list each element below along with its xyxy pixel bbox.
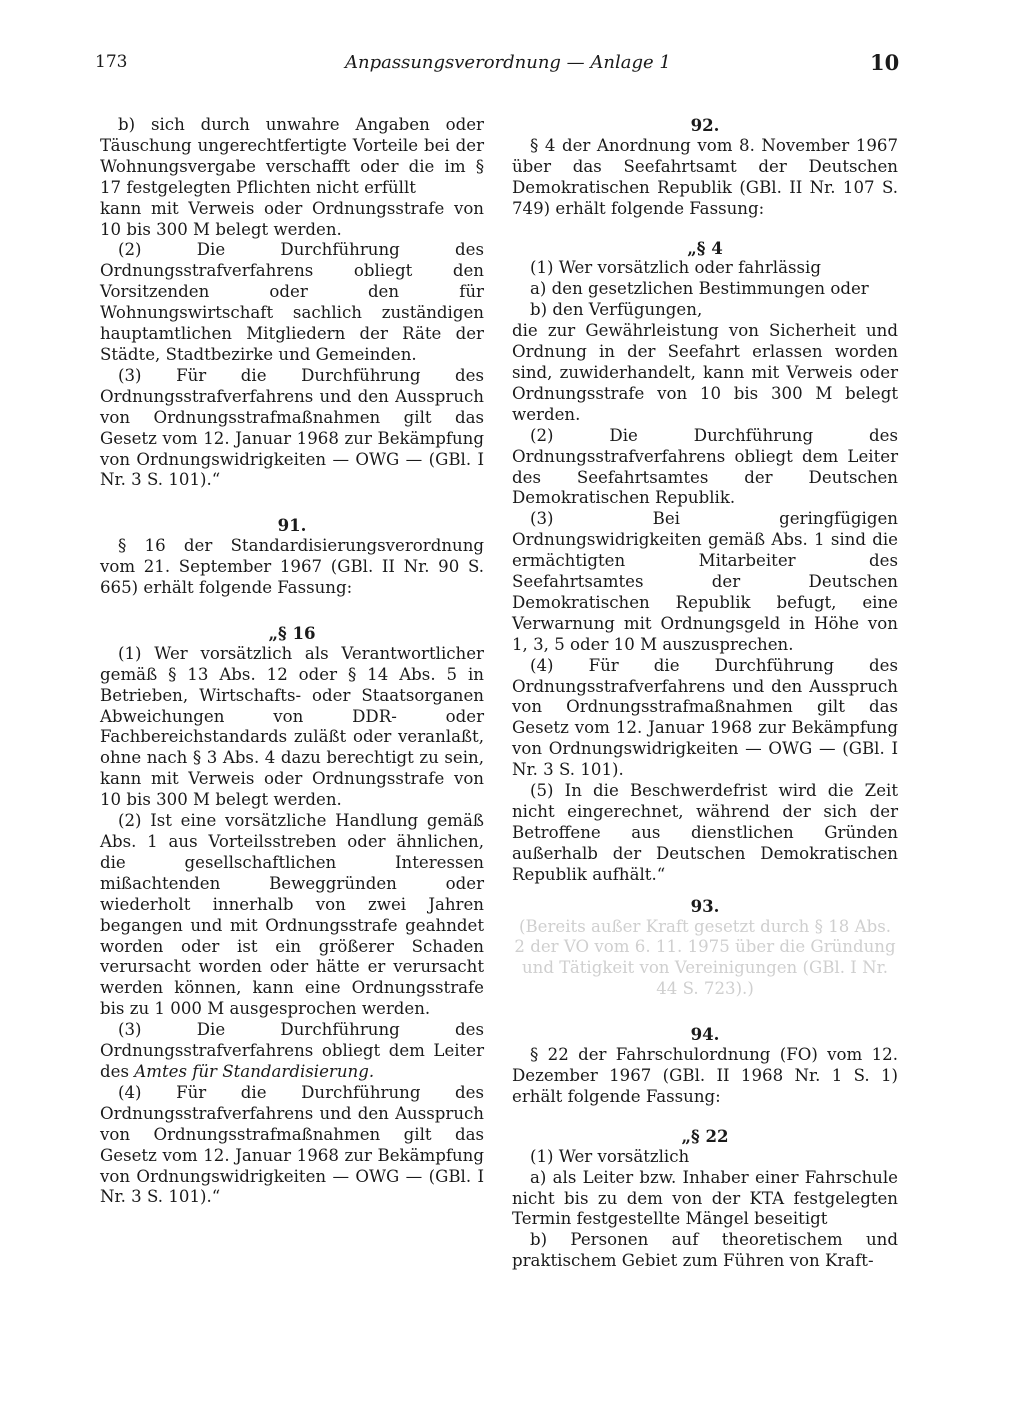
paragraph-2: (2) Die Durchführung des Ordnungsstrafverfahrens obliegt den Vorsitzenden oder den für Wohnungswirtschaft sachlich zuständigen hauptamtlichen Mitgliedern der Räte der Städte, Stadtbezirke und Gemeinden.	[100, 240, 484, 364]
right-column	[512, 115, 898, 1272]
section-16-para-1: (1) Wer vorsätzlich als Verantwortlicher gemäß § 13 Abs. 12 oder § 14 Abs. 5 in Betrieben, Wirtschafts- oder Staatsorganen Abweichungen von DDR- oder Fachbereichstandards zuläßt oder veranlaßt, ohne nach § 3 Abs. 4 dazu berechtigt zu sein, kann mit Verweis oder Ordnungsstrafe von 10 bis 300 M belegt werden.	[100, 643, 484, 810]
paragraph-penalty: kann mit Verweis oder Ordnungsstrafe von 10 bis 300 M belegt werden.	[100, 198, 484, 239]
left-column	[100, 115, 484, 1208]
item-92-intro: § 4 der Anordnung vom 8. November 1967 über das Seefahrtsamt der Deutschen Demokratischen Republik (GBl. II Nr. 107 S. 749) erhält folgende Fassung:	[512, 135, 898, 218]
item-number-92: 92.	[690, 115, 720, 135]
section-16-heading: „§ 16	[268, 622, 316, 643]
section-22-para-1a: a) als Leiter bzw. Inhaber einer Fahrschule nicht bis zu dem von der KTA festgelegten Termin festgestellte Mängel beseitigt	[512, 1167, 898, 1229]
section-16-para-2: (2) Ist eine vorsätzliche Handlung gemäß Abs. 1 aus Vorteilsstreben oder ähnlichen, die gesellschaftlichen Interessen mißachtenden Beweggründen oder wiederholt innerhalb von zwei Jahren begangen und mit Ordnungsstrafe geahndet worden oder ist ein größerer Schaden verursacht worden oder hätte er verursacht werden können, kann eine Ordnungsstrafe bis zu 1 000 M ausgesprochen werden.	[100, 811, 484, 1019]
item-94-intro: § 22 der Fahrschulordnung (FO) vom 12. Dezember 1967 (GBl. II 1968 Nr. 1 S. 1) erhält folgende Fassung:	[512, 1045, 898, 1106]
section-4-para-5: (5) In die Beschwerdefrist wird die Zeit nicht eingerechnet, während der sich der Betroffene aus dienstlichen Gründen außerhalb der Deutschen Demokratischen Republik aufhält.“	[512, 781, 898, 884]
page-number: 173	[95, 52, 128, 72]
item-number-93: 93.	[690, 895, 720, 916]
section-4-para-1c: die zur Gewährleistung von Sicherheit und Ordnung in der Seefahrt erlassen worden sind, zuwiderhandelt, kann mit Verweis oder Ordnungsstrafe von 10 bis 300 M belegt werden.	[512, 321, 898, 424]
section-16-para-3	[100, 1020, 484, 1083]
item-number-91: 91.	[277, 515, 307, 536]
section-4-para-1: (1) Wer vorsätzlich oder fahrlässig	[530, 258, 821, 278]
item-91-intro: § 16 der Standardisierungsverordnung vom 21. September 1967 (GBl. II Nr. 90 S. 665) erhält folgende Fassung:	[100, 536, 484, 598]
section-22-para-1b: b) Personen auf theoretischem und praktischem Gebiet zum Führen von Kraft-	[512, 1230, 898, 1271]
section-4-para-2: (2) Die Durchführung des Ordnungsstrafverfahrens obliegt dem Leiter des Seefahrtsamtes der Deutschen Demokratischen Republik.	[512, 425, 898, 508]
section-4-para-3: (3) Bei geringfügigen Ordnungswidrigkeiten gemäß Abs. 1 sind die ermächtigten Mitarbeiter des Seefahrtsamtes der Deutschen Demokratischen Republik befugt, eine Verwarnung mit Ordnungsgeld in Höhe von 1, 3, 5 oder 10 M auszusprechen.	[512, 509, 898, 654]
paragraph-3: (3) Für die Durchführung des Ordnungsstrafverfahrens und den Ausspruch von Ordnungsstrafmaßnahmen gilt das Gesetz vom 12. Januar 1968 zur Bekämpfung von Ordnungswidrigkeiten — OWG — (GBl. I Nr. 3 S. 101).“	[100, 365, 484, 490]
section-4-para-1a: a) den gesetzlichen Bestimmungen oder	[530, 279, 869, 299]
section-22-heading: „§ 22	[681, 1125, 729, 1146]
section-16-para-3-text: (3) Die Durchführung des Ordnungsstrafverfahrens obliegt dem Leiter des	[100, 1020, 484, 1081]
section-number: 10	[870, 50, 900, 75]
paragraph-b: b) sich durch unwahre Angaben oder Täuschung ungerechtfertigte Vorteile bei der Wohnungsvergabe verschafft oder die im § 17 festgelegten Pflichten nicht erfüllt	[100, 115, 484, 197]
section-4-para-4: (4) Für die Durchführung des Ordnungsstrafverfahrens und den Ausspruch von Ordnungsstrafmaßnahmen gilt das Gesetz vom 12. Januar 1968 zur Bekämpfung von Ordnungswidrigkeiten — OWG — (GBl. I Nr. 3 S. 101).	[512, 655, 898, 780]
section-16-para-3-italic: Amtes für Standardisierung.	[134, 1061, 375, 1081]
section-16-para-4: (4) Für die Durchführung des Ordnungsstrafverfahrens und den Ausspruch von Ordnungsstrafmaßnahmen gilt das Gesetz vom 12. Januar 1968 zur Bekämpfung von Ordnungswidrigkeiten — OWG — (GBl. I Nr. 3 S. 101).“	[100, 1082, 484, 1207]
item-93-repealed-note: (Bereits außer Kraft gesetzt durch § 18 Abs. 2 der VO vom 6. 11. 1975 über die Gründung und Tätigkeit von Vereinigungen (GBl. I Nr. 44 S. 723).)	[514, 916, 896, 999]
item-number-94: 94.	[690, 1024, 720, 1045]
running-title: Anpassungsverordnung — Anlage 1	[345, 52, 671, 73]
section-4-para-1b: b) den Verfügungen,	[530, 300, 703, 320]
section-4-heading: „§ 4	[687, 237, 723, 258]
section-22-para-1: (1) Wer vorsätzlich	[530, 1146, 690, 1166]
